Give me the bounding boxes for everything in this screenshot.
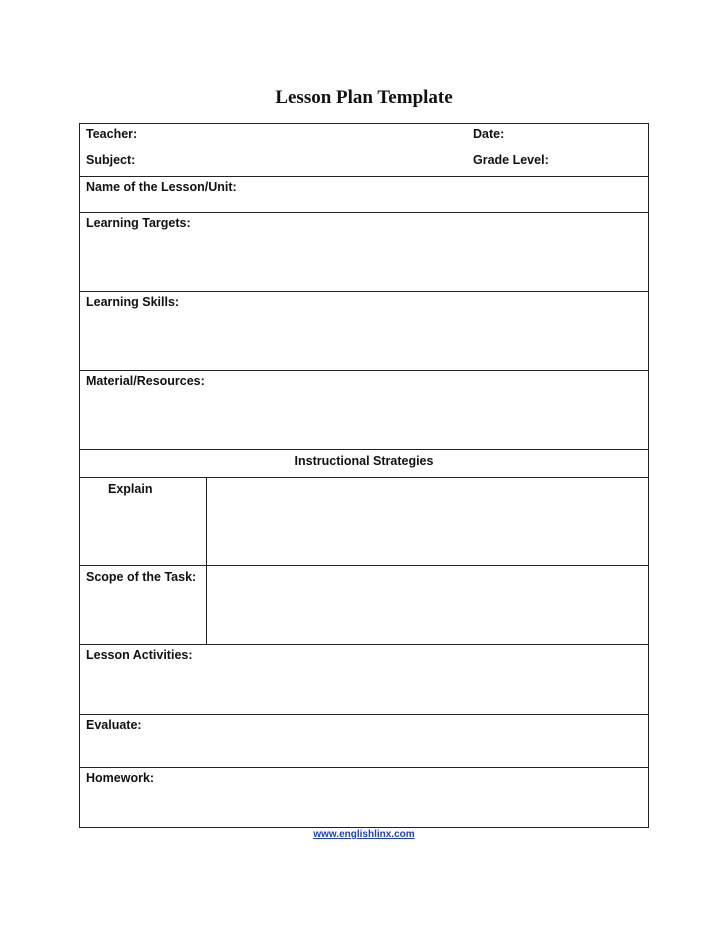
explain-section [80,478,648,566]
homework-section [80,768,648,827]
learning-targets-section [80,213,648,292]
date-label: Date: [473,127,505,141]
evaluate-label: Evaluate: [86,718,142,732]
lesson-name-label: Name of the Lesson/Unit: [86,180,237,194]
homework-label: Homework: [86,771,155,785]
scope-of-task-section [80,566,648,645]
page-title: Lesson Plan Template [275,87,453,108]
materials-label: Material/Resources: [86,374,205,388]
grade-level-label: Grade Level: [473,153,549,167]
column-divider [206,478,207,565]
materials-section [80,371,648,450]
learning-skills-section [80,292,648,371]
scope-of-task-label: Scope of the Task: [86,570,197,584]
explain-label: Explain [108,482,153,496]
header-fields-section [80,124,648,177]
lesson-activities-label: Lesson Activities: [86,648,193,662]
website-link[interactable]: www.englishlinx.com [313,829,415,840]
teacher-label: Teacher: [86,127,138,141]
instructional-strategies-title: Instructional Strategies [294,454,434,468]
lesson-name-section [80,177,648,213]
lesson-plan-form [79,123,649,828]
instructional-strategies-header [80,450,648,478]
subject-label: Subject: [86,153,136,167]
learning-targets-label: Learning Targets: [86,216,191,230]
column-divider [206,566,207,644]
lesson-activities-section [80,645,648,715]
evaluate-section [80,715,648,768]
learning-skills-label: Learning Skills: [86,295,180,309]
